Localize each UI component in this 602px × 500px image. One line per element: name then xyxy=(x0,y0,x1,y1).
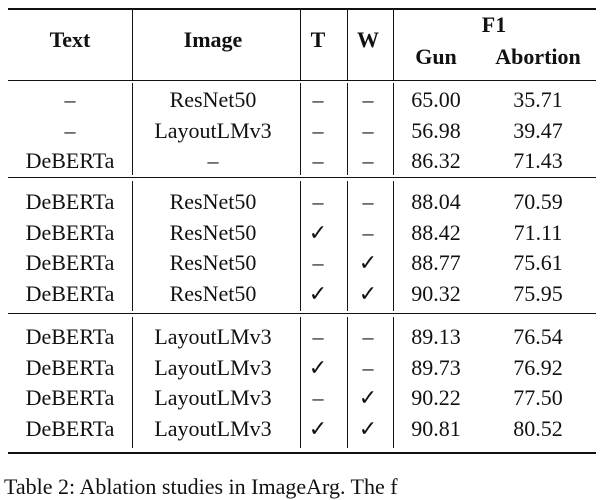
bottom-rule xyxy=(8,452,596,454)
header-gun: Gun xyxy=(415,44,457,69)
cell-t: ✓ xyxy=(308,280,328,306)
column-separator xyxy=(393,317,394,448)
cell-t: ✓ xyxy=(308,354,328,380)
cell-text: DeBERTa xyxy=(25,385,115,410)
column-separator xyxy=(300,83,301,175)
cell-abortion: 80.52 xyxy=(513,415,563,441)
column-separator xyxy=(393,10,394,80)
table-caption: Table 2: Ablation studies in ImageArg. The f xyxy=(4,474,398,499)
cell-w: – xyxy=(362,189,374,214)
cell-w: – xyxy=(362,87,374,112)
column-separator xyxy=(132,181,133,311)
column-separator xyxy=(347,83,348,175)
cell-w: – xyxy=(362,117,374,143)
cell-t: – xyxy=(312,385,324,410)
cell-gun: 89.13 xyxy=(411,324,461,349)
cell-gun: 88.42 xyxy=(411,219,461,245)
cell-gun: 89.73 xyxy=(411,354,461,380)
cell-gun: 86.32 xyxy=(411,148,461,173)
cell-image: LayoutLMv3 xyxy=(154,324,272,349)
cell-image: ResNet50 xyxy=(169,189,257,214)
header-text: Text xyxy=(49,27,91,52)
cell-t: – xyxy=(312,117,324,143)
cell-w: ✓ xyxy=(358,250,378,275)
cell-gun: 88.77 xyxy=(411,250,461,275)
cell-t: – xyxy=(312,87,324,112)
column-separator xyxy=(300,181,301,311)
group-rule-1 xyxy=(8,177,596,178)
cell-abortion: 76.92 xyxy=(513,354,563,380)
column-separator xyxy=(393,181,394,311)
cell-w: ✓ xyxy=(358,280,378,306)
cell-w: – xyxy=(362,148,374,173)
column-separator xyxy=(347,181,348,311)
cell-image: ResNet50 xyxy=(169,250,257,275)
cell-text: – xyxy=(64,117,76,143)
cell-abortion: 35.71 xyxy=(513,87,563,112)
cell-abortion: 76.54 xyxy=(513,324,563,349)
cell-image: LayoutLMv3 xyxy=(154,354,272,380)
cell-text: DeBERTa xyxy=(25,189,115,214)
cell-text: DeBERTa xyxy=(25,415,115,441)
column-separator xyxy=(347,10,348,80)
cell-t: – xyxy=(312,324,324,349)
cell-abortion: 39.47 xyxy=(513,117,563,143)
cell-abortion: 75.95 xyxy=(513,280,563,306)
header-t: T xyxy=(310,27,326,52)
cell-text: DeBERTa xyxy=(25,219,115,245)
cell-image: ResNet50 xyxy=(169,280,257,306)
cell-text: DeBERTa xyxy=(25,280,115,306)
cell-text: DeBERTa xyxy=(25,148,115,173)
header-rule xyxy=(8,80,596,81)
column-separator xyxy=(132,10,133,80)
column-separator xyxy=(300,317,301,448)
cell-w: ✓ xyxy=(358,415,378,441)
cell-w: – xyxy=(362,354,374,380)
cell-image: LayoutLMv3 xyxy=(154,415,272,441)
cell-gun: 56.98 xyxy=(411,117,461,143)
column-separator xyxy=(347,317,348,448)
cell-abortion: 71.11 xyxy=(513,219,563,245)
cell-gun: 88.04 xyxy=(411,189,461,214)
cell-t: – xyxy=(312,189,324,214)
cell-abortion: 77.50 xyxy=(513,385,563,410)
cell-abortion: 75.61 xyxy=(513,250,563,275)
cell-t: – xyxy=(312,250,324,275)
cell-t: – xyxy=(312,148,324,173)
cell-t: ✓ xyxy=(308,415,328,441)
column-separator xyxy=(393,83,394,175)
cell-gun: 90.32 xyxy=(411,280,461,306)
cell-text: DeBERTa xyxy=(25,354,115,380)
cell-image: LayoutLMv3 xyxy=(154,385,272,410)
header-abortion: Abortion xyxy=(495,44,581,69)
cell-image: ResNet50 xyxy=(169,87,257,112)
column-separator xyxy=(300,10,301,80)
header-w: W xyxy=(357,27,379,52)
cell-gun: 90.22 xyxy=(411,385,461,410)
cell-image: ResNet50 xyxy=(169,219,257,245)
cell-gun: 65.00 xyxy=(411,87,461,112)
cell-abortion: 70.59 xyxy=(513,189,563,214)
group-rule-2 xyxy=(8,313,596,314)
cell-w: ✓ xyxy=(358,385,378,410)
header-f1: F1 xyxy=(481,12,507,37)
cell-text: – xyxy=(64,87,76,112)
cell-text: DeBERTa xyxy=(25,250,115,275)
cell-abortion: 71.43 xyxy=(513,148,563,173)
cell-text: DeBERTa xyxy=(25,324,115,349)
cell-image: – xyxy=(207,148,219,173)
cell-gun: 90.81 xyxy=(411,415,461,441)
top-rule xyxy=(8,8,596,10)
cell-t: ✓ xyxy=(308,219,328,245)
column-separator xyxy=(132,83,133,175)
header-image: Image xyxy=(183,27,243,52)
cell-w: – xyxy=(362,219,374,245)
column-separator xyxy=(132,317,133,448)
cell-w: – xyxy=(362,324,374,349)
cell-image: LayoutLMv3 xyxy=(154,117,272,143)
